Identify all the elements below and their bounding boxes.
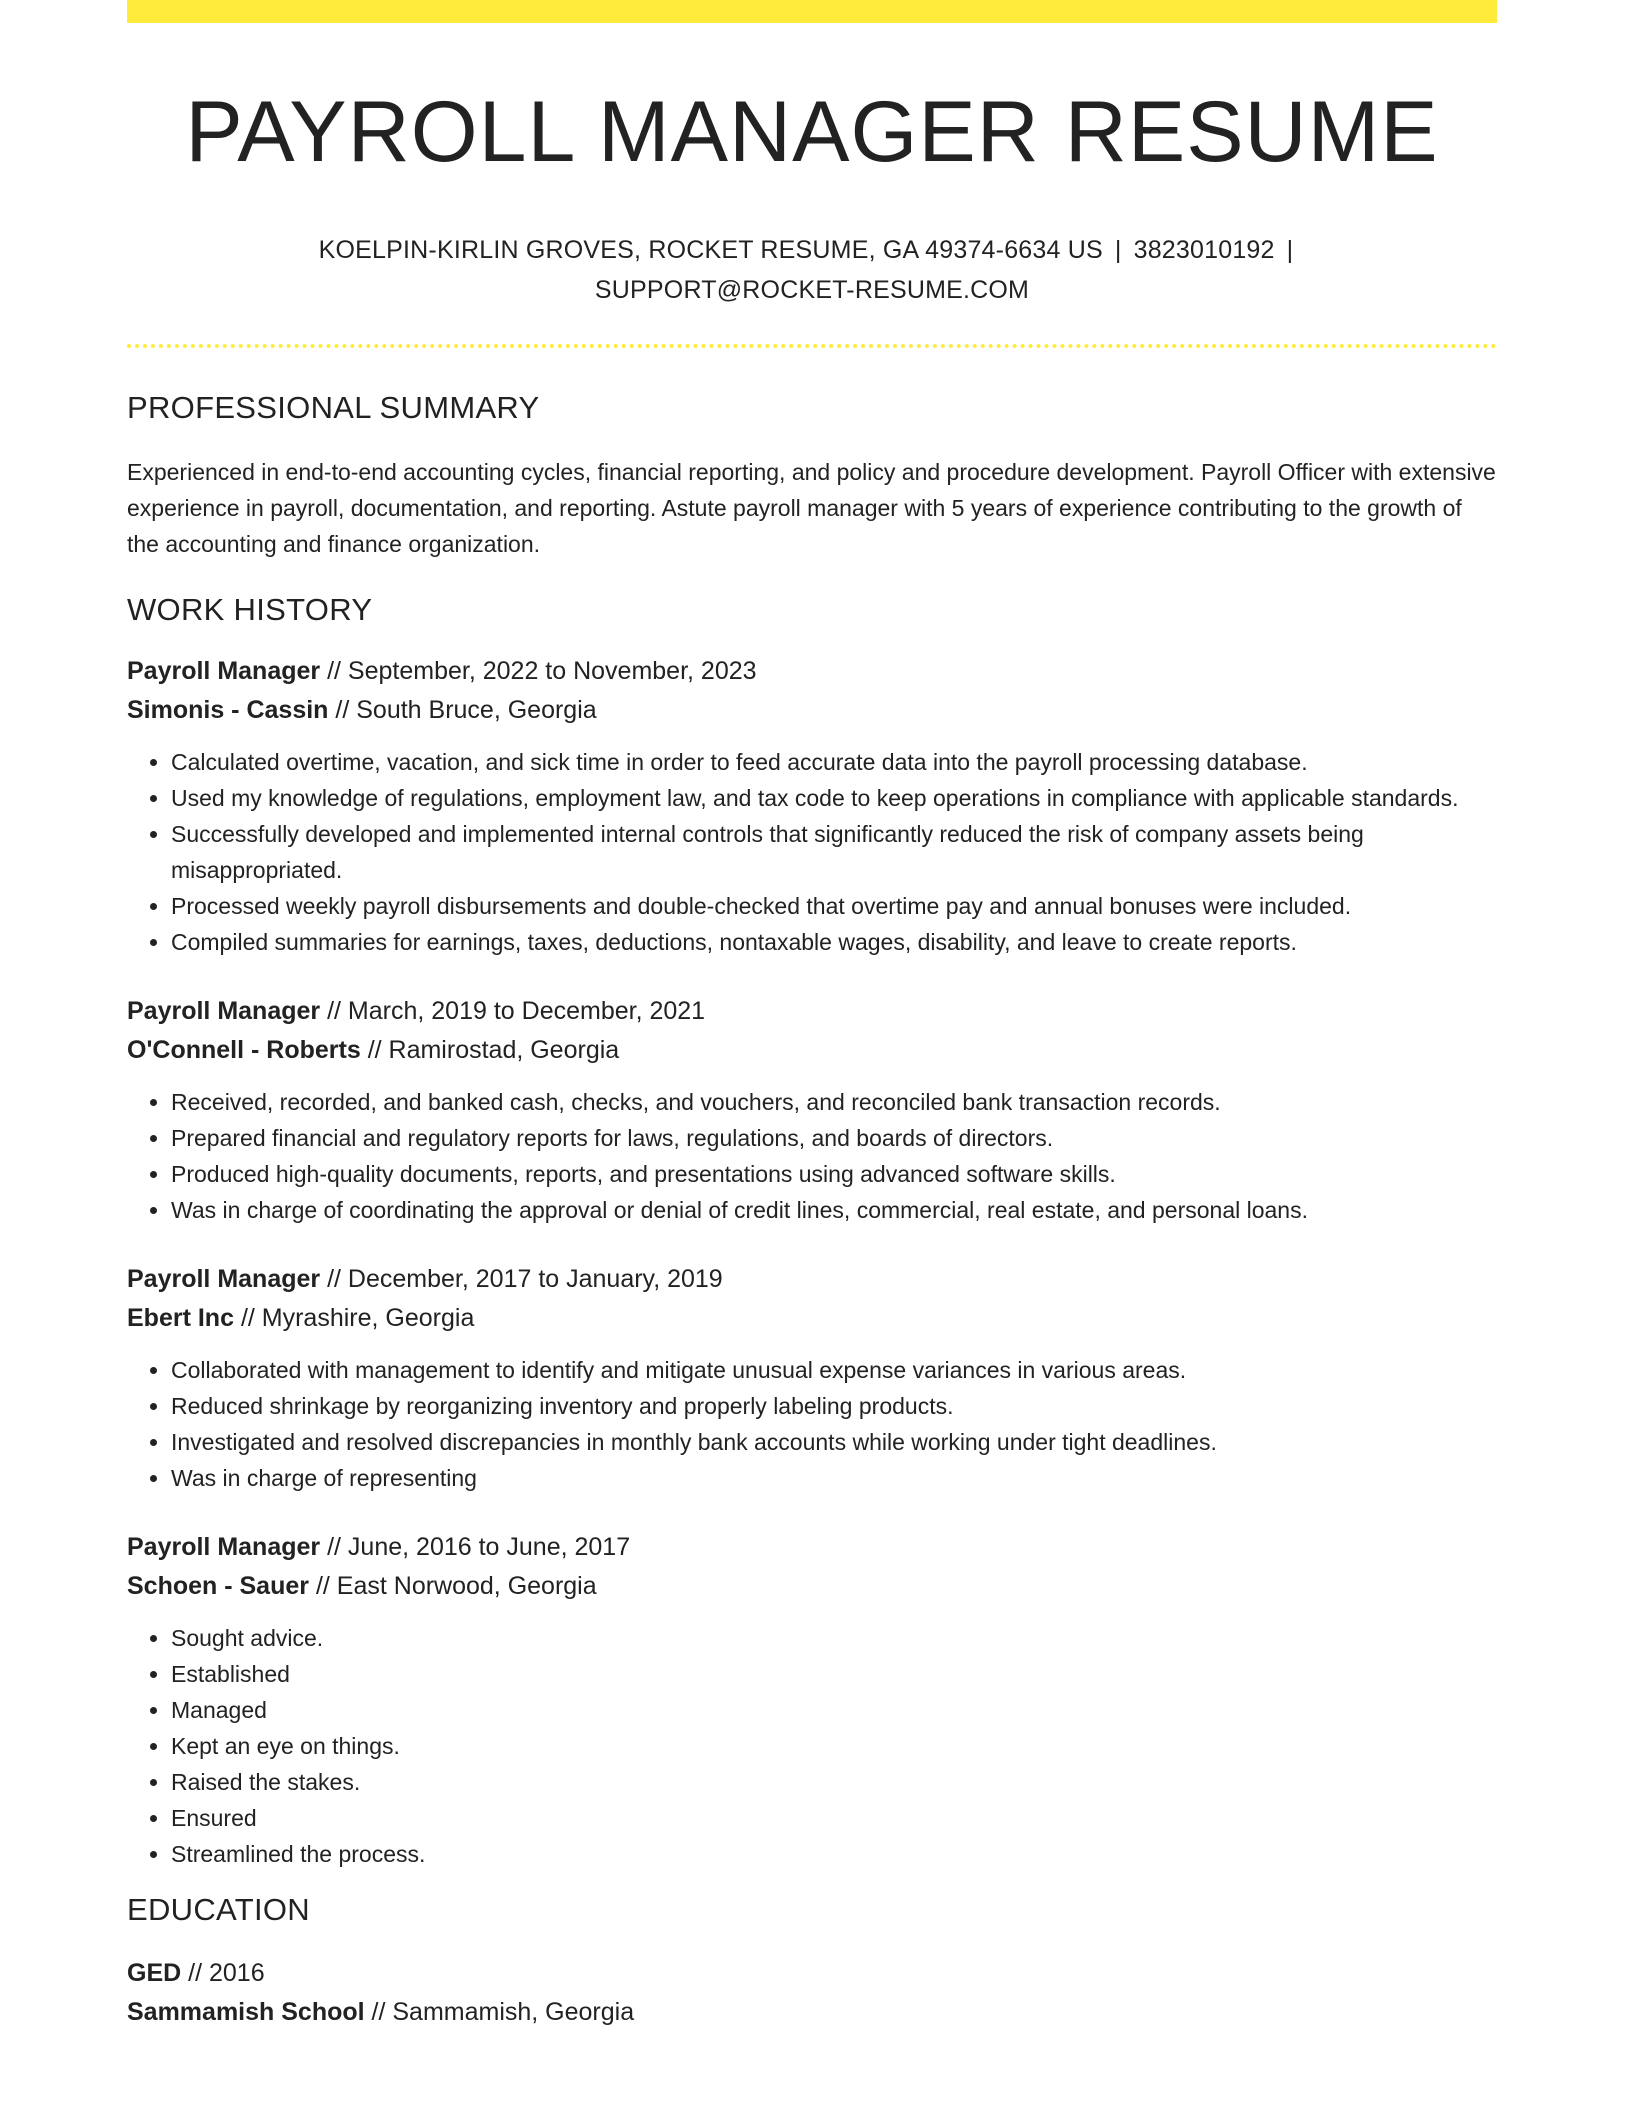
job-company-line bbox=[127, 691, 1497, 730]
job-dates: // March, 2019 to December, 2021 bbox=[327, 996, 706, 1025]
job-location: // Ramirostad, Georgia bbox=[367, 1035, 620, 1064]
job-bullet: • Established bbox=[171, 1656, 1497, 1692]
job-bullet: • Investigated and resolved discrepancies in monthly bank accounts while working under tight deadlines. bbox=[171, 1424, 1497, 1460]
job-bullet: • Compiled summaries for earnings, taxes, deductions, nontaxable wages, disability, and leave to create reports. bbox=[171, 924, 1497, 960]
job-title-line bbox=[127, 652, 1497, 691]
job-title-line bbox=[127, 992, 1497, 1031]
job-bullets bbox=[127, 1352, 1497, 1496]
contact-info bbox=[312, 230, 1312, 310]
job-company-line bbox=[127, 1031, 1497, 1070]
education-section bbox=[127, 1892, 1497, 2032]
job-bullet: • Prepared financial and regulatory reports for laws, regulations, and boards of directors. bbox=[171, 1120, 1497, 1156]
job-entry bbox=[127, 652, 1497, 960]
job-title: Payroll Manager bbox=[127, 996, 321, 1025]
job-bullet: • Used my knowledge of regulations, employment law, and tax code to keep operations in compliance with applicable standards. bbox=[171, 780, 1497, 816]
job-bullet: • Collaborated with management to identify and mitigate unusual expense variances in various areas. bbox=[171, 1352, 1497, 1388]
contact-address: KOELPIN-KIRLIN GROVES, ROCKET RESUME, GA 49374-6634 US bbox=[318, 235, 1103, 264]
job-bullet: • Received, recorded, and banked cash, checks, and vouchers, and reconciled bank transaction records. bbox=[171, 1084, 1497, 1120]
job-bullet: • Was in charge of representing bbox=[171, 1460, 1497, 1496]
job-bullet: • Successfully developed and implemented internal controls that significantly reduced the risk of company assets being misappropriated. bbox=[171, 816, 1497, 888]
job-bullet: • Ensured bbox=[171, 1800, 1497, 1836]
section-heading-summary: PROFESSIONAL SUMMARY bbox=[127, 389, 540, 425]
job-bullet: • Managed bbox=[171, 1692, 1497, 1728]
job-entry bbox=[127, 1528, 1497, 1872]
job-location: // South Bruce, Georgia bbox=[335, 695, 597, 724]
job-dates: // September, 2022 to November, 2023 bbox=[327, 656, 757, 685]
dotted-divider bbox=[127, 344, 1497, 348]
job-bullet: • Was in charge of coordinating the approval or denial of credit lines, commercial, real estate, and personal loans. bbox=[171, 1192, 1497, 1228]
education-school: Sammamish School bbox=[127, 1997, 365, 2026]
contact-email: SUPPORT@ROCKET-RESUME.COM bbox=[594, 275, 1030, 304]
job-bullets bbox=[127, 1620, 1497, 1872]
contact-separator: | bbox=[1286, 235, 1294, 264]
job-bullet: • Processed weekly payroll disbursements and double-checked that overtime pay and annual bonuses were included. bbox=[171, 888, 1497, 924]
job-bullet: • Produced high-quality documents, reports, and presentations using advanced software skills. bbox=[171, 1156, 1497, 1192]
professional-summary-section bbox=[127, 390, 1497, 562]
section-heading-work: WORK HISTORY bbox=[127, 591, 373, 627]
education-degree-line bbox=[127, 1954, 1497, 1993]
job-company: Simonis - Cassin bbox=[127, 695, 329, 724]
job-bullet: • Reduced shrinkage by reorganizing inventory and properly labeling products. bbox=[171, 1388, 1497, 1424]
job-bullets bbox=[127, 1084, 1497, 1228]
job-company: O'Connell - Roberts bbox=[127, 1035, 361, 1064]
resume-page bbox=[127, 0, 1497, 2032]
job-bullet: • Raised the stakes. bbox=[171, 1764, 1497, 1800]
education-location: // Sammamish, Georgia bbox=[371, 1997, 635, 2026]
contact-phone: 3823010192 bbox=[1133, 235, 1275, 264]
job-bullet: • Streamlined the process. bbox=[171, 1836, 1497, 1872]
job-title: Payroll Manager bbox=[127, 1264, 321, 1293]
education-school-line bbox=[127, 1993, 1497, 2032]
education-year: // 2016 bbox=[188, 1958, 265, 1987]
job-title-line bbox=[127, 1260, 1497, 1299]
job-dates: // December, 2017 to January, 2019 bbox=[327, 1264, 723, 1293]
education-degree: GED bbox=[127, 1958, 182, 1987]
job-title: Payroll Manager bbox=[127, 656, 321, 685]
section-heading-education: EDUCATION bbox=[127, 1891, 310, 1927]
work-history-section bbox=[127, 592, 1497, 1872]
resume-title: PAYROLL MANAGER RESUME bbox=[185, 84, 1439, 180]
job-company-line bbox=[127, 1299, 1497, 1338]
job-location: // Myrashire, Georgia bbox=[240, 1303, 475, 1332]
top-accent-bar bbox=[127, 0, 1497, 23]
job-bullet: • Calculated overtime, vacation, and sick time in order to feed accurate data into the payroll processing database. bbox=[171, 744, 1497, 780]
job-bullets bbox=[127, 744, 1497, 960]
summary-text: Experienced in end-to-end accounting cycles, financial reporting, and policy and procedure development. Payroll Officer with extensive experience in payroll, documentation, and reporting. Astute payroll manager with 5 years of experience contributing to the growth of the accounting and finance organization. bbox=[127, 458, 1496, 557]
job-dates: // June, 2016 to June, 2017 bbox=[327, 1532, 631, 1561]
job-bullet: • Kept an eye on things. bbox=[171, 1728, 1497, 1764]
job-company: Ebert Inc bbox=[127, 1303, 234, 1332]
job-company-line bbox=[127, 1567, 1497, 1606]
job-title: Payroll Manager bbox=[127, 1532, 321, 1561]
job-entry bbox=[127, 1260, 1497, 1496]
job-company: Schoen - Sauer bbox=[127, 1571, 309, 1600]
job-bullet: • Sought advice. bbox=[171, 1620, 1497, 1656]
contact-separator: | bbox=[1114, 235, 1122, 264]
job-title-line bbox=[127, 1528, 1497, 1567]
job-location: // East Norwood, Georgia bbox=[315, 1571, 597, 1600]
job-entry bbox=[127, 992, 1497, 1228]
